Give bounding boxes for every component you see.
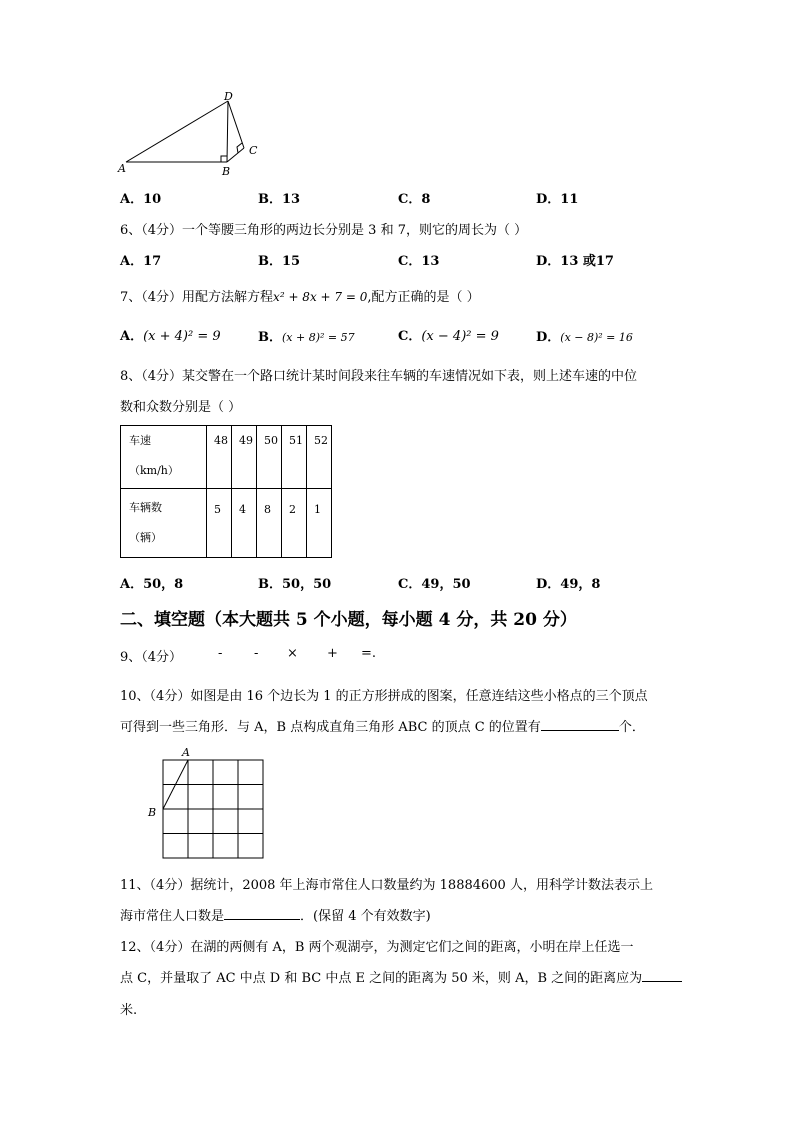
q7-option-d [536, 326, 633, 345]
label-c: C [249, 144, 258, 157]
q7-c-letter: C． [398, 329, 422, 344]
count-cell: 5 [207, 489, 232, 558]
q10-line1: 10、（4分）如图是由 16 个边长为 1 的正方形拼成的图案，任意连结这些小格点的三个顶点 [120, 689, 648, 704]
q11-answer-blank[interactable] [224, 907, 300, 920]
q6-option-d: D．13 或17 [536, 254, 614, 269]
triangle-figure [112, 90, 272, 180]
q9-symbol: - [254, 646, 259, 661]
q7-d-math: (x − 8)² = 16 [560, 331, 633, 344]
q6-option-b: B．15 [258, 254, 301, 269]
q5-option-b: B．13 [258, 192, 301, 207]
q8-option-d: D．49，8 [536, 577, 601, 592]
q7-d-letter: D． [536, 330, 561, 345]
q10-line2 [120, 716, 645, 735]
q7-b-letter: B． [258, 330, 282, 345]
table-row [121, 426, 332, 489]
grid-figure [140, 744, 270, 864]
q7-text [120, 286, 480, 305]
count-cell: 4 [232, 489, 257, 558]
label-d: D [224, 90, 233, 103]
q7-suffix: ,配方正确的是（ ） [367, 290, 480, 305]
q9-label: 9、（4分） [120, 650, 183, 665]
q5-option-c: C．8 [398, 192, 431, 207]
q5-option-d: D．11 [536, 192, 579, 207]
q10-answer-blank[interactable] [541, 718, 619, 731]
q7-a-math: (x + 4)² = 9 [143, 329, 221, 344]
q8-option-a: A．50，8 [120, 577, 184, 592]
q9-symbol: - [218, 646, 223, 661]
grid-label-a: A [182, 746, 190, 759]
q12-line2-a: 点 C，并量取了 AC 中点 D 和 BC 中点 E 之间的距离为 50 米，则 A，B 之间的距离应为 [120, 971, 643, 986]
count-header-b: （辆） [129, 531, 162, 544]
q11-line2 [120, 905, 431, 924]
speed-header-a: 车速 [129, 434, 151, 447]
q12-answer-blank[interactable] [642, 969, 682, 982]
q7-b-math: (x + 8)² = 57 [282, 331, 355, 344]
table-row [121, 489, 332, 558]
speed-header-cell [121, 426, 207, 489]
q12-line3: 米. [120, 1003, 138, 1018]
q8-line2: 数和众数分别是（ ） [120, 400, 242, 415]
q7-prefix: 7、（4分）用配方法解方程 [120, 290, 274, 305]
count-cell: 1 [307, 489, 332, 558]
grid-label-b: B [148, 806, 157, 819]
q9-symbol: + [327, 646, 338, 661]
speed-cell: 51 [282, 426, 307, 489]
q9-symbol: × [287, 646, 298, 661]
q7-c-math: (x − 4)² = 9 [421, 329, 499, 344]
q5-option-a: A．10 [120, 192, 162, 207]
q11-line2-b: ．(保留 4 个有效数字) [300, 909, 431, 924]
speed-cell: 52 [307, 426, 332, 489]
q10-line2-a: 可得到一些三角形．与 A，B 点构成直角三角形 ABC 的顶点 C 的位置有 [120, 720, 541, 735]
q10-line2-b: 个． [618, 720, 645, 735]
q11-line2-a: 海市常住人口数是 [120, 909, 225, 924]
count-cell: 2 [282, 489, 307, 558]
q6-option-a: A．17 [120, 254, 162, 269]
count-cell: 8 [257, 489, 282, 558]
q12-line1: 12、（4分）在湖的两侧有 A，B 两个观湖亭，为测定它们之间的距离，小明在岸上任选一 [120, 940, 634, 955]
q8-line1: 8、（4分）某交警在一个路口统计某时间段来往车辆的车速情况如下表，则上述车速的中位 [120, 369, 638, 384]
q11-line1: 11、（4分）据统计，2008 年上海市常住人口数量约为 18884600 人，用科学计数法表示上 [120, 878, 653, 893]
q7-a-letter: A． [120, 329, 144, 344]
q6-text: 6、（4分）一个等腰三角形的两边长分别是 3 和 7，则它的周长为（ ） [120, 223, 528, 238]
speed-table [120, 425, 332, 558]
q8-option-b: B．50，50 [258, 577, 332, 592]
q9-symbol: =. [361, 646, 377, 661]
q7-option-a [120, 325, 221, 344]
q6-option-c: C．13 [398, 254, 440, 269]
count-header-cell [121, 489, 207, 558]
speed-cell: 49 [232, 426, 257, 489]
q7-option-c [398, 325, 499, 344]
section2-title: 二、填空题（本大题共 5 个小题，每小题 4 分，共 20 分） [120, 610, 577, 630]
count-header-a: 车辆数 [129, 501, 162, 514]
speed-cell: 50 [257, 426, 282, 489]
speed-header-b: （km/h） [129, 464, 179, 477]
q7-equation: x² + 8x + 7 = 0 [273, 290, 368, 304]
q7-option-b [258, 326, 355, 345]
label-b: B [222, 165, 231, 178]
speed-cell: 48 [207, 426, 232, 489]
q8-option-c: C．49，50 [398, 577, 471, 592]
q12-line2 [120, 967, 682, 986]
label-a: A [118, 162, 126, 175]
